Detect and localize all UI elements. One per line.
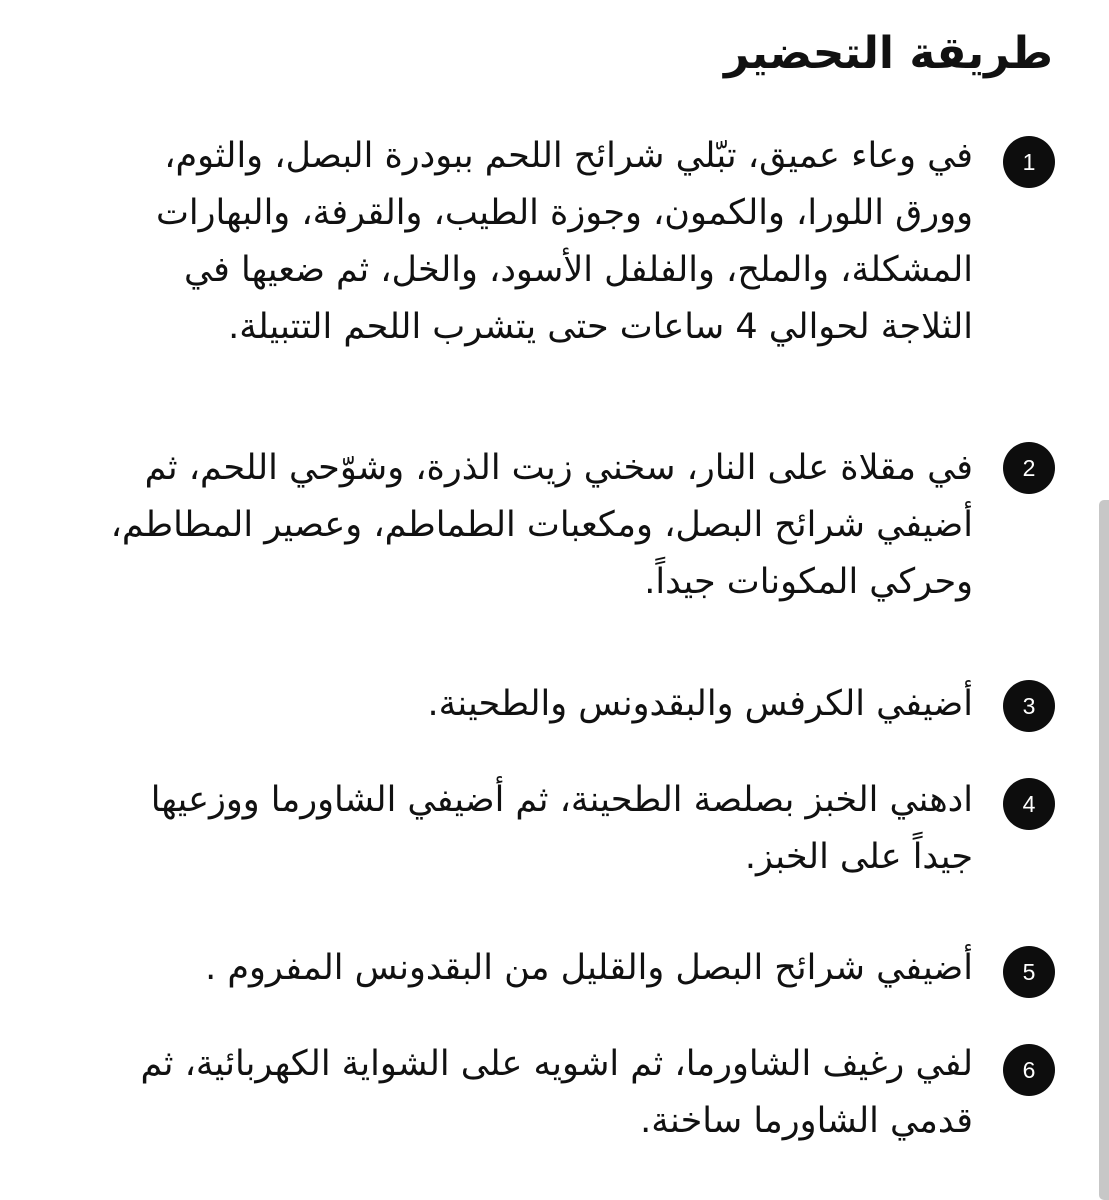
step-text <box>205 940 973 997</box>
step-line: جيداً على الخبز. <box>744 837 973 877</box>
step-text <box>151 772 973 886</box>
step-number-badge: 2 <box>1003 442 1055 494</box>
step-text <box>428 676 973 733</box>
step-number-badge: 6 <box>1003 1044 1055 1096</box>
step-line: المشكلة، والملح، والفلفل الأسود، والخل، ثم ضعيها في <box>183 250 973 290</box>
step-line: في مقلاة على النار، سخني زيت الذرة، وشوّحي اللحم، ثم <box>144 448 973 488</box>
step-line: وحركي المكونات جيداً. <box>644 562 973 602</box>
step-line: لفي رغيف الشاورما، ثم اشويه على الشواية الكهربائية، ثم <box>140 1044 973 1084</box>
step-number-badge: 4 <box>1003 778 1055 830</box>
page-title: طريقة التحضير <box>724 28 1053 79</box>
step-line: أضيفي شرائح البصل، ومكعبات الطماطم، وعصير المطاطم، <box>110 505 973 545</box>
step-line: وورق اللورا، والكمون، وجوزة الطيب، والقرفة، والبهارات <box>155 193 973 233</box>
step-text <box>140 1036 973 1150</box>
step-line: أضيفي شرائح البصل والقليل من البقدونس المفروم . <box>205 948 973 988</box>
step-text <box>111 440 973 611</box>
step-line: ادهني الخبز بصلصة الطحينة، ثم أضيفي الشاورما ووزعيها <box>150 780 973 820</box>
step-line: قدمي الشاورما ساخنة. <box>640 1101 973 1141</box>
step-number-badge: 5 <box>1003 946 1055 998</box>
step-text <box>156 128 973 356</box>
step-line: الثلاجة لحوالي 4 ساعات حتى يتشرب اللحم التتبيلة. <box>228 307 973 347</box>
step-number-badge: 1 <box>1003 136 1055 188</box>
scrollbar[interactable] <box>1099 500 1109 1200</box>
step-line: في وعاء عميق، تبّلي شرائح اللحم ببودرة البصل، والثوم، <box>164 136 973 176</box>
step-line: أضيفي الكرفس والبقدونس والطحينة. <box>427 684 973 724</box>
step-number-badge: 3 <box>1003 680 1055 732</box>
